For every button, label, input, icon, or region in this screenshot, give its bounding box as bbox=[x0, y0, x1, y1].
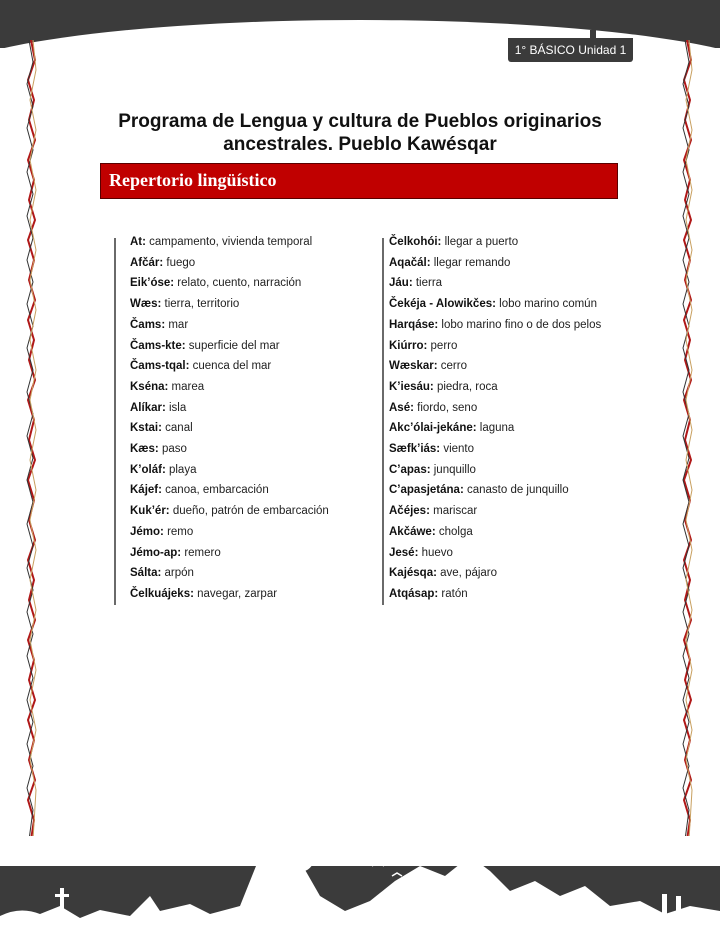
vocab-entry bbox=[130, 505, 329, 517]
vocab-definition: navegar, zarpar bbox=[193, 587, 278, 600]
vocab-term: Kiúrro: bbox=[389, 339, 428, 352]
vocab-definition: mariscar bbox=[429, 505, 478, 518]
vocab-term: Kuk’ér: bbox=[130, 505, 170, 518]
vocab-term: Kséna: bbox=[130, 380, 169, 393]
section-heading: Repertorio lingüístico bbox=[109, 170, 277, 190]
grade-unit-badge: 1° BÁSICO Unidad 1 bbox=[508, 38, 633, 62]
vocab-entry bbox=[389, 464, 476, 476]
vocab-term: Aqačál: bbox=[389, 256, 431, 269]
vocab-term: Čelkuájeks: bbox=[130, 587, 194, 600]
vocab-entry bbox=[130, 443, 187, 455]
vocab-definition: canoa, embarcación bbox=[161, 484, 269, 497]
vocab-definition: superficie del mar bbox=[185, 339, 280, 352]
vocab-definition: huevo bbox=[418, 546, 453, 559]
vocab-entry bbox=[130, 236, 312, 248]
vocab-term: Čams: bbox=[130, 318, 166, 331]
vocab-term: C’apasjetána: bbox=[389, 484, 464, 497]
vocab-definition: canal bbox=[161, 422, 193, 435]
vocab-entry bbox=[130, 588, 277, 600]
vocab-definition: lobo marino común bbox=[495, 298, 597, 311]
vocab-entry bbox=[389, 526, 473, 538]
vocab-definition: junquillo bbox=[430, 463, 476, 476]
vocab-definition: remo bbox=[163, 525, 194, 538]
vocab-entry bbox=[389, 340, 457, 352]
vocab-term: Atqásap: bbox=[389, 587, 439, 600]
vocab-term: Sálta: bbox=[130, 567, 162, 580]
vocab-entry bbox=[130, 360, 271, 372]
vocab-term: Kajésqa: bbox=[389, 567, 437, 580]
vocab-entry bbox=[130, 464, 196, 476]
vocab-definition: playa bbox=[165, 463, 197, 476]
vocab-term: Čekéja - Alowikčes: bbox=[389, 298, 496, 311]
vocab-term: Akc’ólai-jekáne: bbox=[389, 422, 477, 435]
landscape-silhouette-banner bbox=[0, 836, 720, 932]
vocab-definition: arpón bbox=[161, 567, 194, 580]
vocab-entry bbox=[389, 443, 474, 455]
page-title bbox=[100, 110, 620, 156]
vocab-definition: llegar a puerto bbox=[441, 236, 519, 248]
vocab-term: Afčár: bbox=[130, 256, 164, 269]
vocab-entry bbox=[130, 484, 269, 496]
vocab-entry bbox=[389, 547, 453, 559]
vocab-entry bbox=[389, 319, 601, 331]
vocab-term: Akčáwe: bbox=[389, 525, 436, 538]
vocab-definition: ave, pájaro bbox=[436, 567, 498, 580]
left-zigzag-border bbox=[24, 40, 38, 840]
vocab-term: Kájef: bbox=[130, 484, 162, 497]
vocab-term: Ačéjes: bbox=[389, 505, 430, 518]
left-column-rule bbox=[114, 238, 116, 605]
vocab-definition: fuego bbox=[163, 256, 196, 269]
page-title-line-2: ancestrales. Pueblo Kawésqar bbox=[223, 134, 497, 155]
vocab-entry bbox=[130, 319, 188, 331]
vocab-definition: laguna bbox=[476, 422, 515, 435]
vocab-term: Eik’óse: bbox=[130, 277, 175, 290]
section-header-bar bbox=[100, 163, 618, 199]
right-zigzag-border bbox=[680, 40, 694, 840]
vocab-definition: remero bbox=[181, 546, 221, 559]
vocab-entry bbox=[130, 567, 194, 579]
vocab-term: Kæs: bbox=[130, 443, 159, 455]
vocab-entry bbox=[130, 277, 301, 289]
vocab-definition: mar bbox=[165, 318, 189, 331]
vocab-entry bbox=[389, 505, 477, 517]
vocab-term: K’oláf: bbox=[130, 463, 166, 476]
vocab-entry bbox=[389, 381, 498, 393]
vocab-term: C’apas: bbox=[389, 463, 431, 476]
vocab-definition: tierra bbox=[412, 277, 443, 290]
vocab-definition: ratón bbox=[438, 587, 468, 600]
vocab-term: Jémo-ap: bbox=[130, 546, 182, 559]
vocab-definition: lobo marino fino o de dos pelos bbox=[438, 318, 602, 331]
vocab-definition: cholga bbox=[435, 525, 473, 538]
vocab-entry bbox=[389, 236, 518, 248]
vocab-entry bbox=[389, 588, 468, 600]
vocab-term: Čams-kte: bbox=[130, 339, 186, 352]
vocab-definition: paso bbox=[158, 443, 187, 455]
vocab-term: Wæskar: bbox=[389, 360, 438, 373]
vocab-definition: cuenca del mar bbox=[189, 360, 272, 373]
vocab-entry bbox=[130, 422, 193, 434]
vocab-entry bbox=[389, 257, 510, 269]
vocab-definition: dueño, patrón de embarcación bbox=[169, 505, 329, 518]
vocab-entry bbox=[130, 298, 239, 310]
vocab-term: Wæs: bbox=[130, 298, 162, 311]
vocab-entry bbox=[130, 257, 195, 269]
vocab-definition: cerro bbox=[437, 360, 467, 373]
vocab-term: Jémo: bbox=[130, 525, 164, 538]
vocab-term: K’iesáu: bbox=[389, 380, 434, 393]
vocab-entry bbox=[130, 402, 186, 414]
vocab-term: Jesé: bbox=[389, 546, 419, 559]
vocab-term: Kstai: bbox=[130, 422, 162, 435]
vocab-entry bbox=[130, 381, 204, 393]
vocab-term: At: bbox=[130, 236, 146, 248]
vocab-definition: fiordo, seno bbox=[413, 401, 478, 414]
vocab-entry bbox=[389, 567, 497, 579]
vocab-term: Sæfk’iás: bbox=[389, 443, 441, 455]
vocab-entry bbox=[389, 422, 514, 434]
vocab-entry bbox=[130, 526, 193, 538]
vocab-term: Asé: bbox=[389, 401, 414, 414]
vocab-term: Alíkar: bbox=[130, 401, 166, 414]
vocab-definition: llegar remando bbox=[430, 256, 511, 269]
vocab-definition: viento bbox=[440, 443, 475, 455]
vocab-definition: relato, cuento, narración bbox=[174, 277, 302, 290]
vocab-definition: tierra, territorio bbox=[161, 298, 240, 311]
vocab-definition: marea bbox=[168, 380, 205, 393]
page-title-line-1: Programa de Lengua y cultura de Pueblos originarios bbox=[118, 111, 602, 132]
vocab-definition: isla bbox=[165, 401, 187, 414]
vocab-entry bbox=[130, 547, 221, 559]
vocab-entry bbox=[389, 298, 597, 310]
vocab-entry bbox=[389, 360, 467, 372]
vocab-definition: campamento, vivienda temporal bbox=[145, 236, 313, 248]
vocab-definition: perro bbox=[427, 339, 458, 352]
vocab-term: Jáu: bbox=[389, 277, 413, 290]
vocab-entry bbox=[389, 484, 569, 496]
vocab-entry bbox=[389, 277, 442, 289]
right-column-rule bbox=[382, 238, 384, 605]
vocab-term: Harqáse: bbox=[389, 318, 439, 331]
vocab-definition: canasto de junquillo bbox=[463, 484, 569, 497]
vocab-entry bbox=[130, 340, 280, 352]
vocab-entry bbox=[389, 402, 477, 414]
vocab-definition: piedra, roca bbox=[433, 380, 498, 393]
vocab-term: Čelkohói: bbox=[389, 236, 442, 248]
vocab-term: Čams-tqal: bbox=[130, 360, 190, 373]
